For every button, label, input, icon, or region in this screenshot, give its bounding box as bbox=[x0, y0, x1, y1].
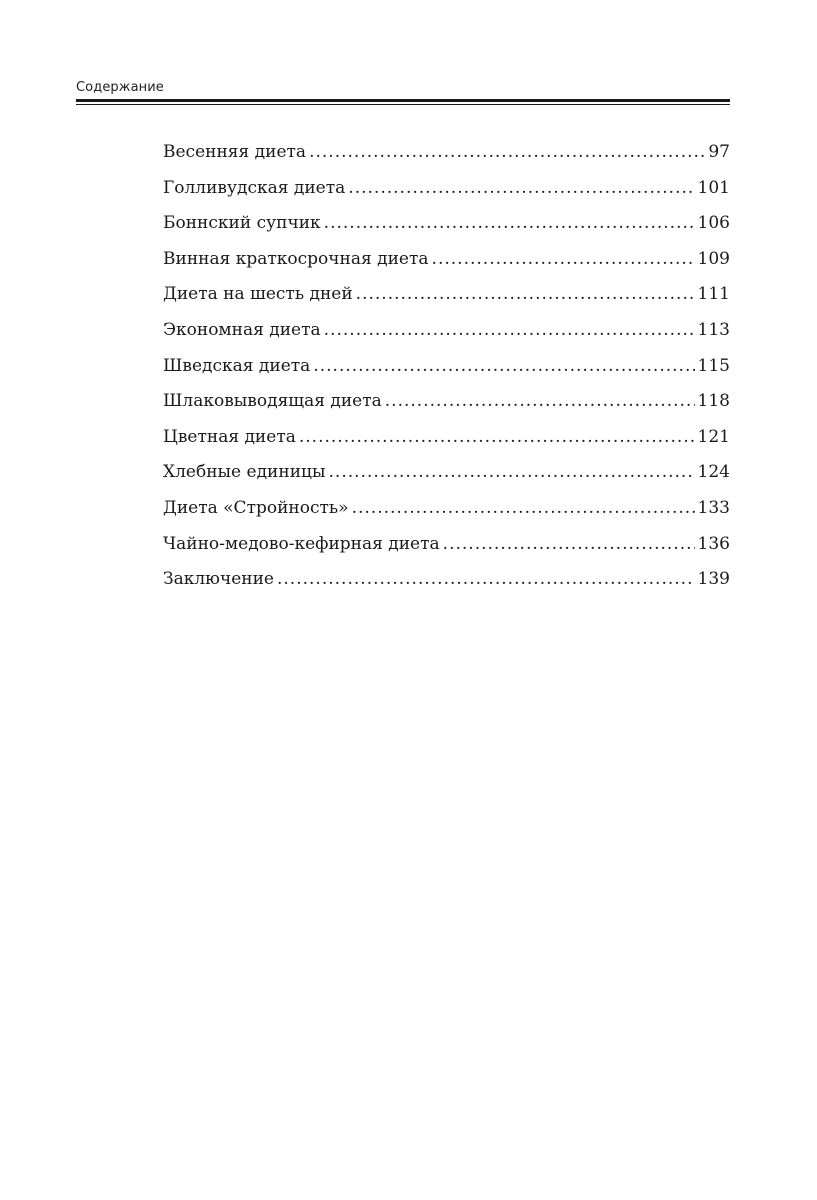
toc-dot-leader bbox=[385, 391, 695, 411]
toc-dot-leader bbox=[356, 284, 695, 304]
toc-entry[interactable] bbox=[163, 320, 730, 356]
toc-dot-leader bbox=[324, 213, 695, 233]
running-head: Содержание bbox=[76, 80, 164, 95]
toc-dot-leader bbox=[299, 427, 695, 447]
toc-entry-title: Диета «Стройность» bbox=[163, 497, 349, 518]
toc-entry-page: 109 bbox=[697, 248, 730, 269]
toc-dot-leader bbox=[348, 178, 694, 198]
toc-entry-page: 139 bbox=[697, 569, 730, 590]
toc-dot-leader bbox=[324, 320, 695, 340]
toc-entry-page: 97 bbox=[708, 142, 730, 162]
toc-entry[interactable] bbox=[163, 498, 730, 534]
toc-entry[interactable] bbox=[163, 178, 730, 214]
toc-entry-title: Голливудская диета bbox=[163, 177, 346, 198]
toc-entry[interactable] bbox=[163, 213, 730, 249]
toc-entry-title: Весенняя диета bbox=[163, 142, 307, 162]
toc-dot-leader bbox=[432, 249, 695, 269]
toc-entry[interactable] bbox=[163, 391, 730, 427]
toc-entry-title: Цветная диета bbox=[163, 426, 296, 447]
toc-entry-page: 115 bbox=[697, 355, 730, 376]
toc-entry[interactable] bbox=[163, 356, 730, 392]
toc-entry-title: Боннский супчик bbox=[163, 213, 321, 234]
toc-entry[interactable] bbox=[163, 284, 730, 320]
toc-entry[interactable] bbox=[163, 142, 730, 178]
toc-entry-title: Экономная диета bbox=[163, 319, 321, 340]
toc-dot-leader bbox=[329, 462, 695, 482]
toc-entry-page: 136 bbox=[697, 533, 730, 554]
toc-entry-title: Хлебные единицы bbox=[163, 462, 326, 483]
toc-dot-leader bbox=[277, 569, 695, 589]
toc-entry[interactable] bbox=[163, 569, 730, 605]
toc-dot-leader bbox=[313, 356, 694, 376]
toc-entry-page: 113 bbox=[697, 319, 730, 340]
toc-entry[interactable] bbox=[163, 534, 730, 570]
toc-entry-title: Заключение bbox=[163, 569, 274, 590]
toc-entry-title: Диета на шесть дней bbox=[163, 284, 353, 305]
toc-entry-page: 101 bbox=[697, 177, 730, 198]
toc-dot-leader bbox=[309, 142, 705, 162]
header-rule-thick bbox=[76, 99, 730, 102]
toc-entry-title: Шведская диета bbox=[163, 355, 311, 376]
toc-entry-page: 106 bbox=[697, 213, 730, 234]
toc-entry[interactable] bbox=[163, 427, 730, 463]
toc-entry[interactable] bbox=[163, 249, 730, 285]
toc-entry-page: 133 bbox=[697, 497, 730, 518]
toc-entry-page: 121 bbox=[697, 426, 730, 447]
table-of-contents bbox=[163, 142, 730, 605]
toc-entry-title: Винная краткосрочная диета bbox=[163, 248, 429, 269]
toc-entry-title: Шлаковыводящая диета bbox=[163, 391, 382, 412]
toc-entry-page: 118 bbox=[697, 391, 730, 412]
toc-entry-page: 111 bbox=[697, 284, 730, 305]
toc-dot-leader bbox=[352, 498, 695, 518]
toc-entry-title: Чайно-медово-кефирная диета bbox=[163, 533, 440, 554]
toc-entry-page: 124 bbox=[697, 462, 730, 483]
toc-entry[interactable] bbox=[163, 462, 730, 498]
toc-dot-leader bbox=[443, 534, 695, 554]
header-rule-thin bbox=[76, 104, 730, 105]
